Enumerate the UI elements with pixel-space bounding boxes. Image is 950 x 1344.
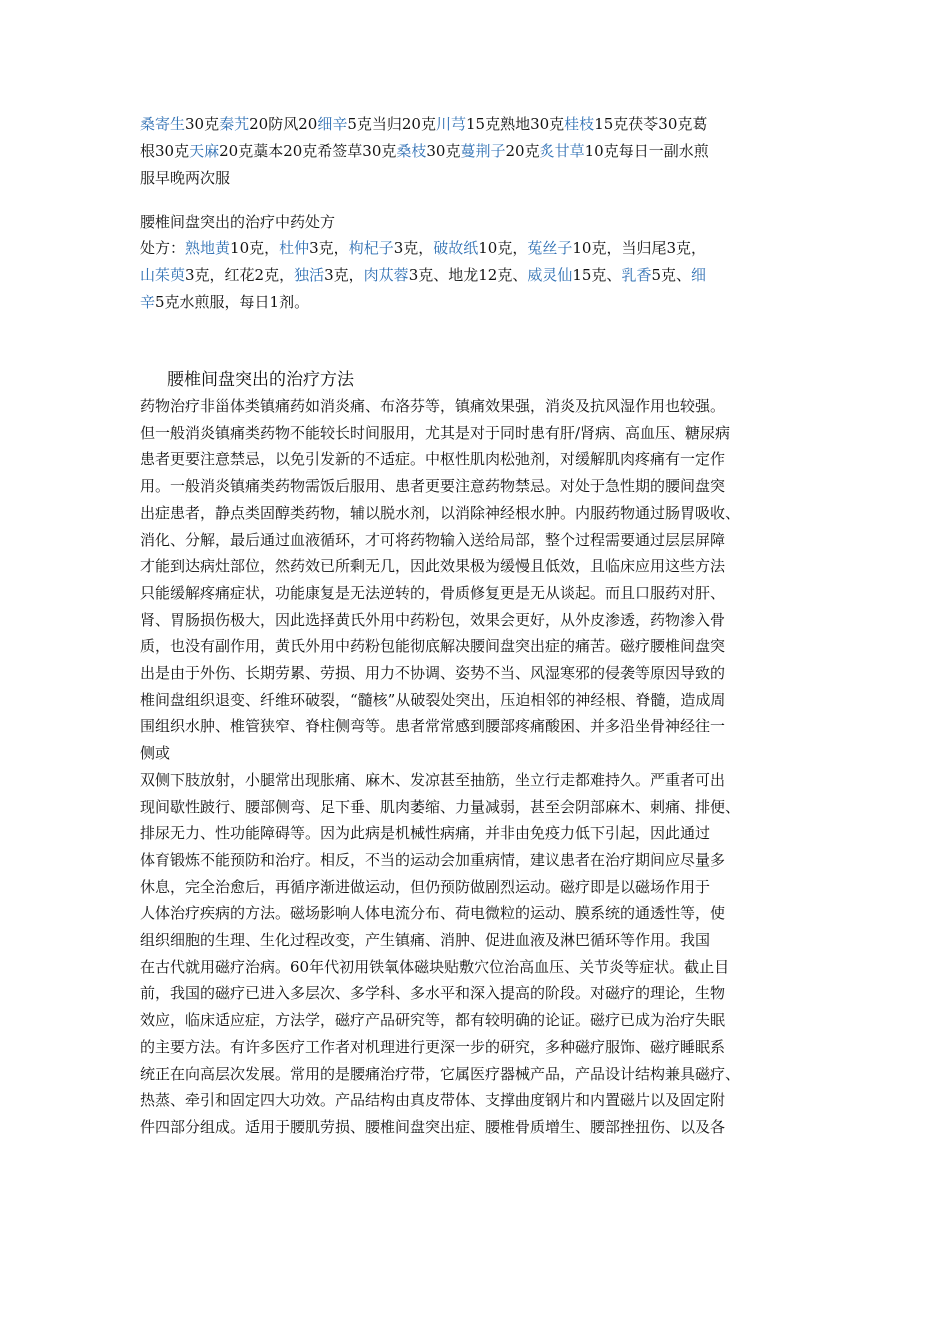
text-line xyxy=(140,111,820,138)
text-segment: 3克，红花2克， xyxy=(185,266,295,284)
text-line xyxy=(140,262,820,289)
text-segment: 15克茯苓30克葛 xyxy=(594,115,708,133)
body-line: 前，我国的磁疗已进入多层次、多学科、多水平和深入提高的阶段。对磁疗的理论，生物 xyxy=(140,984,726,1003)
text-line xyxy=(140,289,820,316)
text-segment: 10克每日一副水煎 xyxy=(584,142,709,160)
text-segment: 3克， xyxy=(324,266,364,284)
body-line: 药物治疗非甾体类镇痛药如消炎痛、布洛芬等，镇痛效果强，消炎及抗风湿作用也较强。 xyxy=(140,397,726,415)
text-segment: 30克 xyxy=(185,115,220,133)
body-line: 现间歇性跛行、腰部侧弯、足下垂、肌肉萎缩、力量减弱，甚至会阴部麻木、刺痛、排便、 xyxy=(140,797,741,816)
herb-link[interactable]: 桑寄生 xyxy=(140,115,186,133)
text-segment: 10克，当归尾3克， xyxy=(572,239,707,257)
body-line: 侧或 xyxy=(140,744,171,763)
body-line: 椎间盘组织退变、纤维环破裂，“髓核”从破裂处突出，压迫相邻的神经根、脊髓，造成周 xyxy=(140,690,726,709)
herb-link[interactable]: 破故纸 xyxy=(433,239,479,257)
herb-link[interactable]: 桂枝 xyxy=(564,115,595,133)
text-segment: 5克当归20克 xyxy=(347,115,436,133)
text-segment: 20防风20 xyxy=(249,115,318,133)
herb-link[interactable]: 天麻 xyxy=(189,142,220,160)
text-line xyxy=(140,138,820,165)
text-segment: 10克， xyxy=(478,239,528,257)
text-segment: 15克、 xyxy=(572,266,622,284)
body-line: 质，也没有副作用，黄氏外用中药粉包能彻底解决腰间盘突出症的痛苦。磁疗腰椎间盘突 xyxy=(140,637,726,656)
herb-link[interactable]: 秦艽 xyxy=(219,115,250,133)
body-line: 休息，完全治愈后，再循序渐进做运动，但仍预防做剧烈运动。磁疗即是以磁场作用于 xyxy=(140,877,711,896)
herb-link[interactable]: 蔓荆子 xyxy=(460,142,506,160)
herb-link[interactable]: 枸杞子 xyxy=(348,239,394,257)
body-line: 排尿无力、性功能障碍等。因为此病是机械性病痛，并非由免疫力低下引起，因此通过 xyxy=(140,824,711,843)
herb-link[interactable]: 川芎 xyxy=(435,115,466,133)
herb-link[interactable]: 桑枝 xyxy=(396,142,427,160)
text-segment: 3克、地龙12克、 xyxy=(408,266,528,284)
body-line: 围组织水肿、椎管狭窄、脊柱侧弯等。患者常常感到腰部疼痛酸困、并多沿坐骨神经往一 xyxy=(140,717,726,736)
body-line: 用。一般消炎镇痛类药物需饭后服用、患者更要注意药物禁忌。对处于急性期的腰间盘突 xyxy=(140,477,726,496)
document-page xyxy=(140,111,820,1141)
text-segment: 30克 xyxy=(426,142,461,160)
treatment-methods-heading: 腰椎间盘突出的治疗方法 xyxy=(167,370,354,390)
herb-link[interactable]: 肉苁蓉 xyxy=(363,266,409,284)
body-line: 肾、胃肠损伤极大，因此选择黄氏外用中药粉包，效果会更好，从外皮渗透，药物渗入骨 xyxy=(140,610,726,629)
herb-link[interactable]: 细辛 xyxy=(317,115,348,133)
body-line: 出是由于外伤、长期劳累、劳损、用力不协调、姿势不当、风湿寒邪的侵袭等原因导致的 xyxy=(140,664,726,683)
body-line: 统正在向高层次发展。常用的是腰痛治疗带，它属医疗器械产品，产品设计结构兼具磁疗、 xyxy=(140,1064,741,1083)
prescription-heading: 腰椎间盘突出的治疗中药处方 xyxy=(140,213,336,231)
herb-link[interactable]: 炙甘草 xyxy=(539,142,585,160)
herb-link[interactable]: 细 xyxy=(691,266,707,284)
body-line: 件四部分组成。适用于腰肌劳损、腰椎间盘突出症、腰椎骨质增生、腰部挫扭伤、以及各 xyxy=(140,1117,726,1136)
body-line: 热蒸、牵引和固定四大功效。产品结构由真皮带体、支撑曲度钢片和内置磁片以及固定附 xyxy=(140,1091,726,1110)
treatment-methods-body xyxy=(140,393,820,1141)
herb-link[interactable]: 辛 xyxy=(140,293,156,311)
text-segment: 5克、 xyxy=(651,266,691,284)
text-segment: 20克 xyxy=(505,142,540,160)
herb-link[interactable]: 独活 xyxy=(294,266,325,284)
body-line: 组织细胞的生理、生化过程改变，产生镇痛、消肿、促进血液及淋巴循环等作用。我国 xyxy=(140,931,711,950)
body-line: 的主要方法。有许多医疗工作者对机理进行更深一步的研究，多种磁疗服饰、磁疗睡眠系 xyxy=(140,1037,726,1056)
body-line: 患者更要注意禁忌，以免引发新的不适症。中枢性肌肉松弛剂，对缓解肌肉疼痛有一定作 xyxy=(140,450,726,469)
body-line: 才能到达病灶部位，然药效已所剩无几，因此效果极为缓慢且低效，且临床应用这些方法 xyxy=(140,557,726,576)
text-segment: 根30克 xyxy=(140,142,190,160)
body-line: 但一般消炎镇痛类药物不能较长时间服用，尤其是对于同时患有肝/肾病、高血压、糖尿病 xyxy=(140,423,731,442)
body-line: 人体治疗疾病的方法。磁场影响人体电流分布、荷电微粒的运动、膜系统的通透性等，使 xyxy=(140,904,726,923)
body-line: 只能缓解疼痛症状，功能康复是无法逆转的，骨质修复更是无从谈起。而且口服药对肝、 xyxy=(140,583,726,602)
text-line xyxy=(140,235,820,262)
text-segment: 5克水煎服，每日1剂。 xyxy=(155,293,310,311)
body-line: 消化、分解，最后通过血液循环，才可将药物输入送给局部，整个过程需要通过层层屏障 xyxy=(140,530,726,549)
herb-link[interactable]: 威灵仙 xyxy=(527,266,573,284)
text-segment: 10克， xyxy=(230,239,280,257)
text-segment: 处方： xyxy=(140,239,186,257)
herb-link[interactable]: 杜仲 xyxy=(279,239,310,257)
text-segment: 20克藁本20克希签草30克 xyxy=(219,142,397,160)
herb-link[interactable]: 菟丝子 xyxy=(527,239,573,257)
prescription-paragraph xyxy=(140,235,820,316)
body-line: 效应，临床适应症，方法学，磁疗产品研究等，都有较明确的论证。磁疗已成为治疗失眠 xyxy=(140,1011,726,1030)
body-line: 双侧下肢放射，小腿常出现胀痛、麻木、发凉甚至抽筋，坐立行走都难持久。严重者可出 xyxy=(140,770,726,789)
text-segment: 3克， xyxy=(309,239,349,257)
herb-link[interactable]: 山茱萸 xyxy=(140,266,186,284)
herb-link[interactable]: 乳香 xyxy=(621,266,652,284)
text-segment: 15克熟地30克 xyxy=(465,115,565,133)
herbal-formula-paragraph xyxy=(140,111,820,192)
body-line: 出症患者，静点类固醇类药物，辅以脱水剂，以消除神经根水肿。内服药物通过肠胃吸收、 xyxy=(140,503,741,522)
text-line xyxy=(140,165,820,192)
text-segment: 服早晚两次服 xyxy=(140,169,231,187)
body-line: 体育锻炼不能预防和治疗。相反，不当的运动会加重病情，建议患者在治疗期间应尽量多 xyxy=(140,850,726,869)
body-line: 在古代就用磁疗治病。60年代初用铁氧体磁块贴敷穴位治高血压、关节炎等症状。截止目 xyxy=(140,957,730,976)
text-segment: 3克， xyxy=(393,239,434,257)
herb-link[interactable]: 熟地黄 xyxy=(185,239,231,257)
